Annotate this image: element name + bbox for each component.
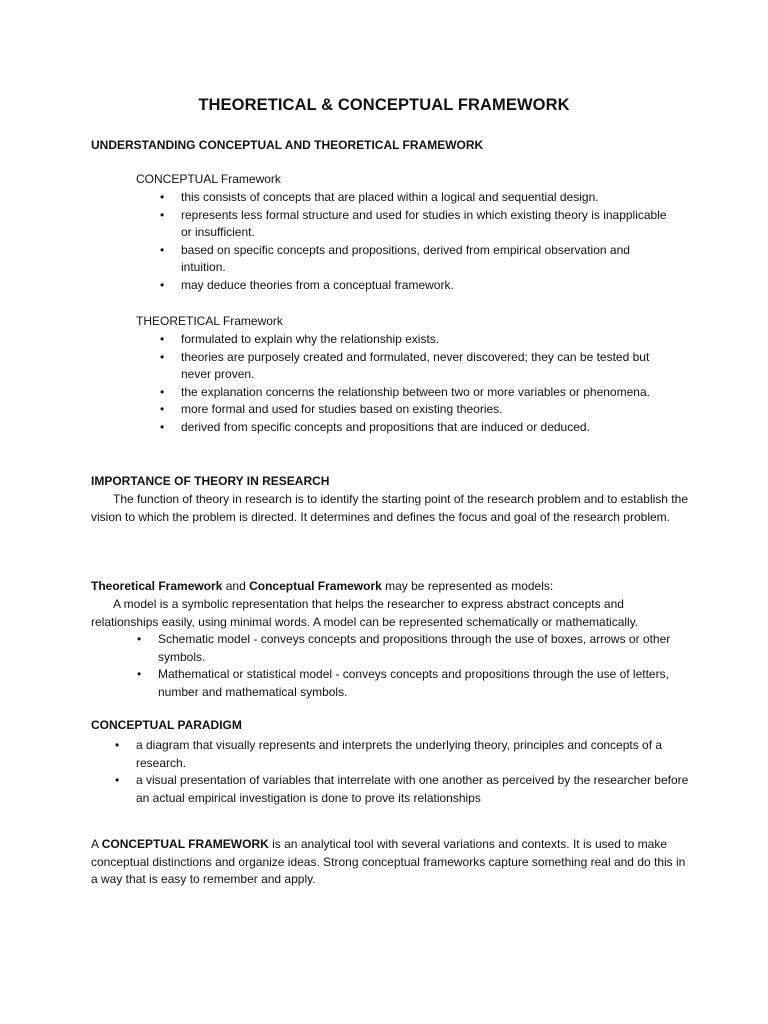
bullet-icon: • <box>160 207 165 222</box>
conceptual-label-word: CONCEPTUAL <box>136 172 218 186</box>
list-item: • Schematic model - conveys concepts and propositions through the use of boxes, arrows or other symbols. <box>137 632 671 664</box>
theoretical-framework-label <box>136 314 283 328</box>
theoretical-label-word: THEORETICAL <box>136 314 220 328</box>
document-title: THEORETICAL & CONCEPTUAL FRAMEWORK <box>198 96 570 114</box>
list-item: • formulated to explain why the relationship exists. <box>181 331 671 349</box>
section-heading-importance: IMPORTANCE OF THEORY IN RESEARCH <box>91 474 330 488</box>
bullet-icon: • <box>137 667 142 681</box>
bullet-icon: • <box>160 349 165 364</box>
list-item: • theories are purposely created and formulated, never discovered; they can be tested but never proven. <box>160 349 650 381</box>
list-item: • more formal and used for studies based on existing theories. <box>181 401 671 419</box>
list-item: • a diagram that visually represents and interprets the underlying theory, principles and concepts of a research. <box>115 738 663 770</box>
models-paragraph: A model is a symbolic representation that helps the researcher to express abstract concepts and relationships easily, using minimal words. A model can be represented schematically or mathematically. <box>91 597 639 629</box>
bullet-icon: • <box>160 190 165 204</box>
bullet-icon: • <box>115 738 120 752</box>
theoretical-label-suffix: Framework <box>219 314 283 328</box>
conceptual-label-suffix: Framework <box>217 172 281 186</box>
bullet-icon: • <box>115 773 120 787</box>
importance-paragraph: The function of theory in research is to identify the starting point of the research problem and to establish the vision to which the problem is directed. It determines and defines the focus and goal of the research problem. <box>91 492 688 524</box>
list-item: • Mathematical or statistical model - conveys concepts and propositions through the use of letters, number and mathematical symbols. <box>137 667 669 699</box>
list-item: • this consists of concepts that are placed within a logical and sequential design. <box>181 189 671 207</box>
bullet-icon: • <box>160 332 165 346</box>
list-item: • a visual presentation of variables that interrelate with one another as perceived by the researcher before an actual empirical investigation is done to prove its relationships <box>115 773 689 805</box>
models-list <box>137 631 678 701</box>
section-heading-understanding: UNDERSTANDING CONCEPTUAL AND THEORETICAL FRAMEWORK <box>91 138 484 152</box>
list-item: • derived from specific concepts and propositions that are induced or deduced. <box>181 419 671 437</box>
bullet-icon: • <box>160 419 165 434</box>
paradigm-list <box>115 737 696 807</box>
conceptual-list <box>160 189 671 294</box>
list-item: • may deduce theories from a conceptual framework. <box>181 277 671 295</box>
bullet-icon: • <box>137 632 142 646</box>
bullet-icon: • <box>160 242 165 257</box>
conceptual-framework-label <box>136 172 281 186</box>
bullet-icon: • <box>160 402 165 416</box>
list-item: • represents less formal structure and used for studies in which existing theory is inapplicable or insufficient. <box>160 207 667 239</box>
models-intro: Theoretical Framework and Conceptual Framework may be represented as models: <box>91 579 554 593</box>
bullet-icon: • <box>160 384 165 399</box>
section-heading-paradigm: CONCEPTUAL PARADIGM <box>91 718 242 732</box>
theoretical-list <box>160 331 671 436</box>
closing-paragraph: A CONCEPTUAL FRAMEWORK is an analytical tool with several variations and contexts. It is used to make conceptual distinctions and organize ideas. Strong conceptual frameworks capture something real and do this in a way that is easy to remember and apply. <box>91 837 686 886</box>
list-item: • based on specific concepts and propositions, derived from empirical observation and intuition. <box>160 242 630 274</box>
list-item: • the explanation concerns the relationship between two or more variables or phenomena. <box>181 384 671 402</box>
bullet-icon: • <box>160 277 165 292</box>
